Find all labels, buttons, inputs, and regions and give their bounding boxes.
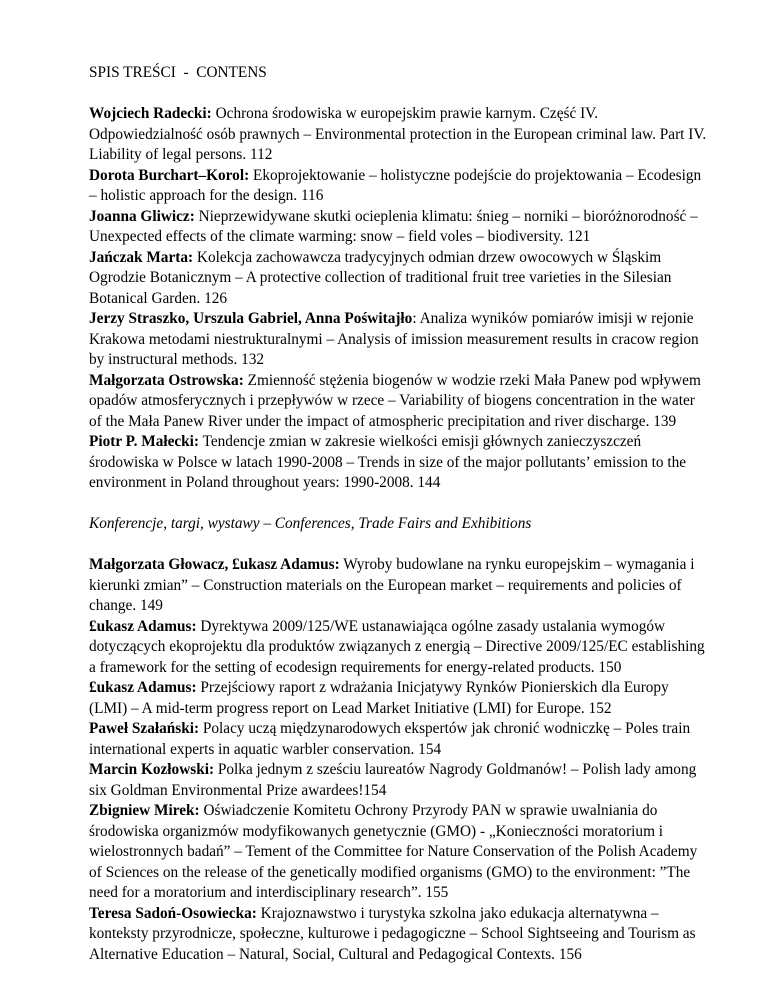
contents-entry — [89, 617, 709, 679]
contents-entry — [89, 207, 709, 248]
entry-author: Jańczak Marta: — [89, 248, 194, 266]
contents-list — [89, 104, 709, 494]
entry-author: Marcin Kozłowski: — [89, 761, 215, 778]
contents-entry — [89, 555, 709, 617]
entry-author: Małgorzata Ostrowska: — [89, 371, 244, 389]
entry-text: : Analiza wyników pomiarów imisji w rejonie Krakowa metodami niestrukturalnymi – Analysis of imission measurement results in cracow region by instructural methods. 132 — [89, 310, 699, 368]
contents-entry — [89, 760, 709, 801]
contents-entry — [89, 432, 709, 494]
entry-text: Polacy uczą międzynarodowych ekspertów jak chronić wodniczkę – Poles train international experts in aquatic warbler conservation. 154 — [89, 720, 691, 758]
entry-text: Polka jednym z sześciu laureatów Nagrody Goldmanów! – Polish lady among six Goldman Environmental Prize awardees!154 — [89, 761, 697, 799]
entry-text: Krajoznawstwo i turystyka szkolna jako edukacja alternatywna – konteksty przyrodnicze, społeczne, kulturowe i pedagogiczne – School Sightseeing and Tourism as Alternative Education – Natural, Social, Cultural and Pedagogical Contexts. 156 — [89, 904, 696, 963]
entry-author: Zbigniew Mirek: — [89, 802, 200, 819]
section-heading: Konferencje, targi, wystawy – Conferences, Trade Fairs and Exhibitions — [89, 515, 532, 532]
entry-text: Kolekcja zachowawcza tradycyjnych odmian drzew owocowych w Śląskim Ogrodzie Botanicznym – A protective collection of traditional fruit tree varieties in the Silesian Botanical Garden. 126 — [89, 248, 672, 307]
contents-entry — [89, 371, 709, 433]
entry-text: Tendencje zmian w zakresie wielkości emisji głównych zanieczyszczeń środowiska w Polsce w latach 1990-2008 – Trends in size of the major pollutants’ emission to the environment in Poland throughout years: 1990-2008. 144 — [89, 433, 687, 491]
entry-text: Ekoprojektowanie – holistyczne podejście do projektowania – Ecodesign – holistic approach for the design. 116 — [89, 166, 702, 204]
contents-entry — [89, 719, 709, 760]
entry-author: £ukasz Adamus: — [89, 679, 197, 696]
entry-text: Ochrona środowiska w europejskim prawie karnym. Część IV. Odpowiedzialność osób prawnych – Environmental protection in the European criminal law. Part IV. Liability of legal persons. 112 — [89, 105, 707, 163]
entry-text: Przejściowy raport z wdrażania Inicjatywy Rynków Pionierskich dla Europy (LMI) – A mid-term progress report on Lead Market Initiative (LMI) for Europe. 152 — [89, 679, 669, 717]
entry-author: £ukasz Adamus: — [89, 617, 197, 635]
entry-text: Nieprzewidywane skutki ocieplenia klimatu: śnieg – norniki – bioróżnorodność – Unexpected effects of the climate warming: snow – field voles – biodiversity. 121 — [89, 207, 698, 245]
contents-entry — [89, 801, 709, 904]
entry-author: Piotr P. Małecki: — [89, 433, 200, 450]
entry-text: Wyroby budowlane na rynku europejskim – wymagania i kierunki zmian” – Construction materials on the European market – requirements and policies of change. 149 — [89, 556, 695, 614]
entry-text: Zmienność stężenia biogenów w wodzie rzeki Mała Panew pod wpływem opadów atmosferycznych i przepływów w rzece – Variability of biogens concentration in the water of the Mała Panew River under the impact of atmospheric precipitation and river discharge. 139 — [89, 371, 701, 430]
entry-author: Dorota Burchart–Korol: — [89, 166, 250, 184]
contents-entry — [89, 904, 709, 966]
entry-text: Dyrektywa 2009/125/WE ustanawiająca ogólne zasady ustalania wymogów dotyczących ekoprojektu dla produktów związanych z energią – Directive 2009/125/EC establishing a framework for the setting of ecodesign requirements for energy-related products. 150 — [89, 617, 705, 676]
contents-entry — [89, 678, 709, 719]
entry-author: Jerzy Straszko, Urszula Gabriel, Anna Poświtajło — [89, 310, 413, 327]
page-title: SPIS TREŚCI - CONTENS — [89, 64, 267, 81]
entry-author: Joanna Gliwicz: — [89, 207, 195, 225]
entry-author: Wojciech Radecki: — [89, 105, 212, 122]
contents-entry — [89, 309, 709, 371]
entry-text: Oświadczenie Komitetu Ochrony Przyrody PAN w sprawie uwalniania do środowiska organizmów modyfikowanych genetycznie (GMO) - „Konieczności moratorium i wielostronnych badań” – Tement of the Committee for Nature Conservation of the Polish Academy of Sciences on the release of the genetically modified organisms (GMO) to the environment: ”The need for a moratorium and interdisciplinary research”. 155 — [89, 802, 698, 901]
table-of-contents — [89, 63, 709, 965]
entry-author: Małgorzata Głowacz, £ukasz Adamus: — [89, 556, 340, 573]
entry-author: Paweł Szałański: — [89, 720, 200, 737]
section-contents-list — [89, 555, 709, 965]
contents-entry — [89, 166, 709, 207]
entry-author: Teresa Sadoń-Osowiecka: — [89, 904, 257, 922]
contents-entry — [89, 248, 709, 310]
contents-entry — [89, 104, 709, 166]
